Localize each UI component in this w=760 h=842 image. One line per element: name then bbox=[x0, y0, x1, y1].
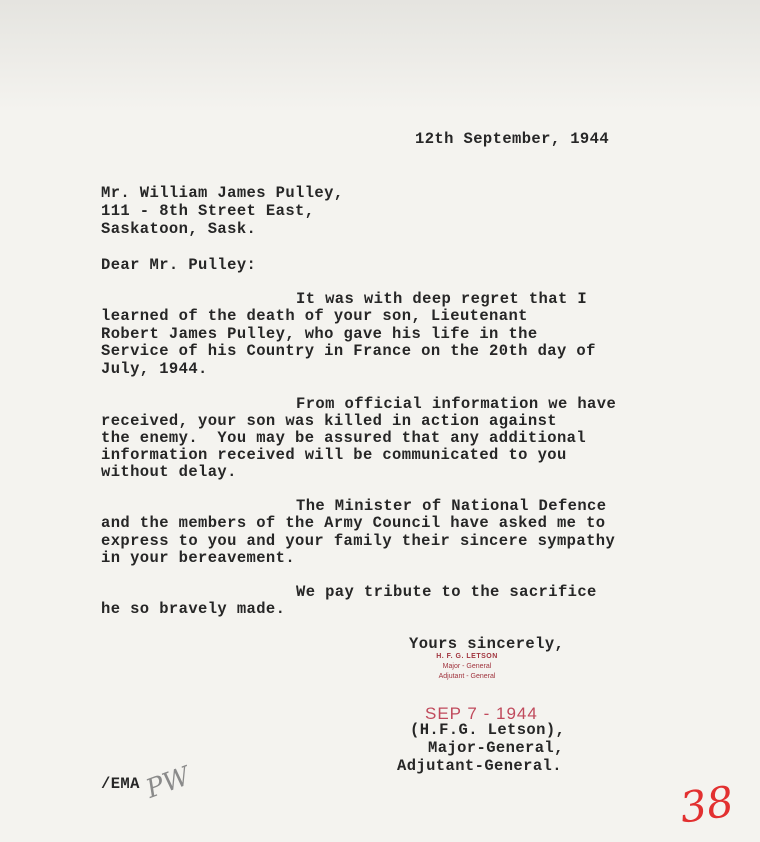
folio-number: 38 bbox=[676, 776, 737, 833]
letter-date: 12th September, 1944 bbox=[415, 130, 610, 148]
signature-line: Adjutant-General. bbox=[397, 757, 562, 775]
paragraph2-line: without delay. bbox=[101, 463, 237, 481]
paragraph4-line: he so bravely made. bbox=[101, 600, 286, 618]
recipient-name: Mr. William James Pulley, bbox=[101, 184, 344, 202]
signature-stamp bbox=[412, 652, 522, 682]
salutation: Dear Mr. Pulley: bbox=[101, 256, 257, 274]
paragraph1-line: Service of his Country in France on the 20th day of bbox=[101, 342, 596, 360]
stamp-name: H. F. G. LETSON bbox=[436, 653, 498, 660]
stamp-rank: Major - General bbox=[442, 663, 492, 670]
paragraph2-line: received, your son was killed in action against bbox=[101, 412, 557, 430]
stamp-title: Adjutant - General bbox=[438, 673, 496, 680]
page-smudge bbox=[0, 0, 760, 110]
reference-initials: /EMA bbox=[101, 775, 140, 793]
closing: Yours sincerely, bbox=[409, 635, 565, 653]
paragraph4-line: We pay tribute to the sacrifice bbox=[296, 583, 597, 601]
paragraph2-line: the enemy. You may be assured that any additional bbox=[101, 429, 587, 447]
paragraph3-line: and the members of the Army Council have asked me to bbox=[101, 514, 606, 532]
paragraph3-line: The Minister of National Defence bbox=[296, 497, 607, 515]
recipient-street: 111 - 8th Street East, bbox=[101, 202, 315, 220]
paragraph2-line: From official information we have bbox=[296, 395, 617, 413]
paragraph1-line: It was with deep regret that I bbox=[296, 290, 588, 308]
paragraph3-line: express to you and your family their sincere sympathy bbox=[101, 532, 616, 550]
received-date-stamp: SEP 7 - 1944 bbox=[425, 704, 538, 723]
paragraph3-line: in your bereavement. bbox=[101, 549, 296, 567]
recipient-city: Saskatoon, Sask. bbox=[101, 220, 257, 238]
paragraph1-line: learned of the death of your son, Lieutenant bbox=[101, 307, 528, 325]
paragraph1-line: Robert James Pulley, who gave his life in the bbox=[101, 325, 538, 343]
signature-line: (H.F.G. Letson), bbox=[410, 721, 566, 739]
paragraph2-line: information received will be communicated to you bbox=[101, 446, 567, 464]
signature-line: Major-General, bbox=[428, 739, 564, 757]
paragraph1-line: July, 1944. bbox=[101, 360, 208, 378]
handwritten-initials: PW bbox=[142, 761, 195, 805]
